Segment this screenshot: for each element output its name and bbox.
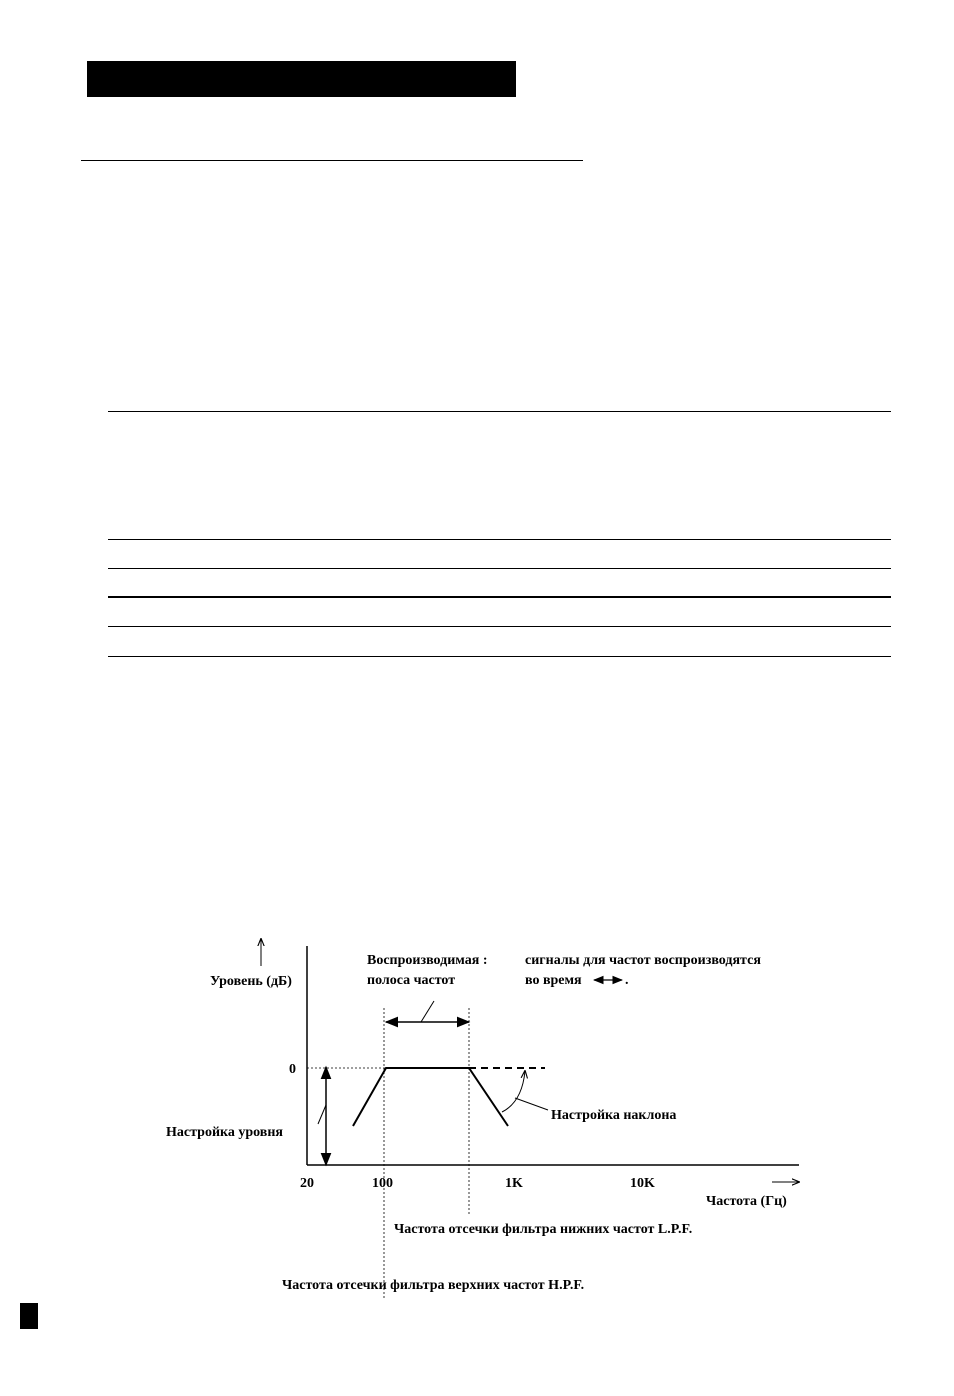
lpf-cutoff-label: Частота отсечки фильтра нижних частот L.P.F. (394, 1222, 693, 1237)
level-adjust-leader (318, 1105, 326, 1124)
response-curve (353, 1068, 508, 1126)
tick-label-1k: 1K (505, 1176, 523, 1191)
level-adjust-label: Настройка уровня (166, 1125, 283, 1140)
x-axis-label: Частота (Гц) (706, 1194, 787, 1209)
signals-label-line1: сигналы для частот воспроизводятся (525, 953, 761, 968)
zero-level-label: 0 (289, 1062, 296, 1077)
tick-label-10k: 10K (630, 1176, 655, 1191)
y-axis-label: Уровень (дБ) (210, 974, 292, 989)
band-label-line1: Воспроизводимая : (367, 953, 488, 968)
hpf-cutoff-label: Частота отсечки фильтра верхних частот H.P.F. (282, 1278, 585, 1293)
band-label-line2: полоса частот (367, 973, 456, 988)
page-corner-marker (20, 1303, 38, 1329)
slope-adjust-leader (515, 1098, 548, 1110)
signals-label-line2: во время (525, 973, 582, 988)
tick-label-100: 100 (372, 1176, 393, 1191)
passband-leader (421, 1001, 434, 1022)
tick-label-20: 20 (300, 1176, 314, 1191)
slope-adjust-label: Настройка наклона (551, 1108, 677, 1123)
slope-adjust-arc-icon (502, 1071, 525, 1112)
signals-label-end: . (625, 973, 629, 988)
